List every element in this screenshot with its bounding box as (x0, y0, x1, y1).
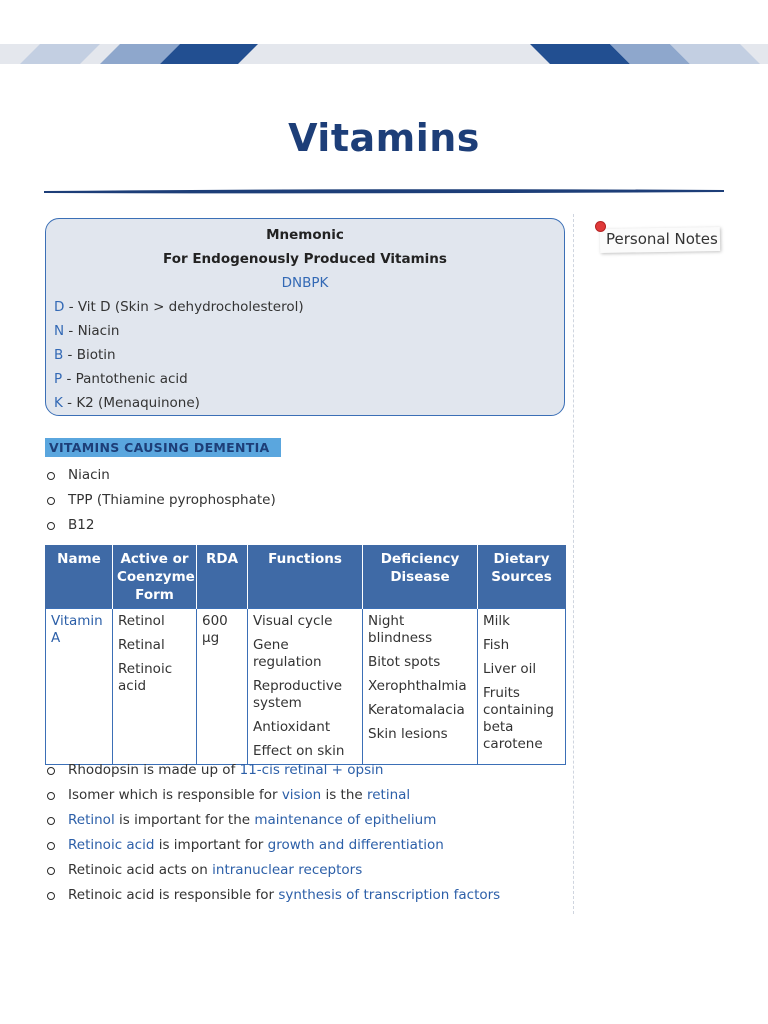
fact-highlight: maintenance of epithelium (254, 812, 437, 828)
column-header: Functions (248, 545, 363, 609)
mnemonic-code: DNBPK (281, 275, 329, 291)
dementia-item: TPP (Thiamine pyrophosphate) (68, 492, 276, 508)
mnemonic-item (54, 323, 119, 339)
function-item: Visual cycle (253, 613, 333, 629)
bullet-icon (47, 792, 55, 800)
bullet-icon (47, 497, 55, 505)
mnemonic-letter: K (54, 395, 63, 411)
mnemonic-item (54, 347, 116, 363)
deficiency-item: Skin lesions (368, 726, 448, 742)
dementia-item: B12 (68, 517, 95, 533)
mnemonic-subheading: For Endogenously Produced Vitamins (163, 251, 447, 267)
fact-item (68, 887, 500, 903)
source-item: Fruits containing beta carotene (483, 685, 554, 752)
vitamin-name: Vitamin A (51, 613, 103, 646)
mnemonic-item (54, 371, 188, 387)
cell-active-forms (113, 609, 197, 765)
fact-highlight: retinal (366, 787, 411, 803)
cell-name (46, 609, 113, 765)
rda-value: 600 µg (202, 613, 228, 646)
pin-icon (596, 222, 605, 231)
cell-sources (478, 609, 566, 765)
bullet-icon (47, 842, 55, 850)
bullet-icon (47, 867, 55, 875)
fact-text: Retinoic acid is responsible for (68, 887, 279, 903)
fact-text: Isomer which is responsible for (68, 787, 282, 803)
personal-notes-tag (596, 222, 722, 252)
source-item: Milk (483, 613, 510, 629)
mnemonic-letter: D (54, 299, 65, 315)
column-divider (573, 214, 574, 914)
cell-deficiency (363, 609, 478, 765)
function-item: Antioxidant (253, 719, 331, 735)
mnemonic-item (54, 299, 304, 315)
fact-item (68, 787, 410, 803)
fact-text: Retinoic acid acts on (68, 862, 213, 878)
column-header: Deficiency Disease (363, 545, 478, 609)
fact-text: is important for (154, 837, 268, 853)
fact-item (68, 862, 362, 878)
function-item: Gene regulation (253, 637, 322, 670)
fact-highlight: synthesis of transcription factors (278, 887, 501, 903)
fact-item (68, 812, 436, 828)
fact-highlight: 11-cis retinal + opsin (239, 762, 384, 778)
deficiency-item: Keratomalacia (368, 702, 465, 718)
fact-text: is important for the (114, 812, 255, 828)
fact-item (68, 762, 383, 778)
mnemonic-heading: Mnemonic (266, 227, 344, 243)
column-header: Name (46, 545, 113, 609)
table-row (46, 609, 566, 765)
header-stripes (0, 44, 768, 64)
fact-text: is the (321, 787, 367, 803)
source-item: Fish (483, 637, 510, 653)
cell-rda (197, 609, 248, 765)
fact-item (68, 837, 444, 853)
active-form: Retinoic acid (118, 661, 173, 694)
deficiency-item: Night blindness (368, 613, 433, 646)
title-underline (44, 186, 726, 196)
fact-highlight: Retinol (68, 812, 115, 828)
mnemonic-text: - K2 (Menaquinone) (62, 395, 200, 411)
mnemonic-letter: B (54, 347, 64, 363)
fact-highlight: vision (281, 787, 322, 803)
mnemonic-box (45, 218, 565, 416)
mnemonic-text: - Biotin (63, 347, 116, 363)
mnemonic-text: - Pantothenic acid (62, 371, 188, 387)
deficiency-item: Xerophthalmia (368, 678, 467, 694)
dementia-item: Niacin (68, 467, 110, 483)
function-item: Effect on skin (253, 743, 345, 759)
mnemonic-letter: P (54, 371, 63, 387)
mnemonic-item (54, 395, 200, 411)
active-form: Retinol (118, 613, 165, 629)
fact-highlight: intranuclear receptors (212, 862, 363, 878)
page-title: Vitamins (288, 116, 480, 160)
bullet-icon (47, 472, 55, 480)
mnemonic-letter: N (54, 323, 65, 339)
bullet-icon (47, 522, 55, 530)
fact-highlight: Retinoic acid (68, 837, 155, 853)
bullet-icon (47, 817, 55, 825)
mnemonic-text: - Niacin (64, 323, 120, 339)
column-header: Dietary Sources (478, 545, 566, 609)
table-header-row (46, 545, 566, 609)
mnemonic-text: - Vit D (Skin > dehydrocholesterol) (64, 299, 304, 315)
fact-text: Rhodopsin is made up of (68, 762, 240, 778)
fact-highlight: growth and differentiation (267, 837, 444, 853)
vitamin-table (45, 545, 566, 765)
function-item: Reproductive system (253, 678, 343, 711)
deficiency-item: Bitot spots (368, 654, 441, 670)
bullet-icon (47, 892, 55, 900)
section-heading-dementia: VITAMINS CAUSING DEMENTIA (45, 438, 281, 457)
active-form: Retinal (118, 637, 165, 653)
column-header: RDA (197, 545, 248, 609)
column-header: Active or Coenzyme Form (113, 545, 197, 609)
bullet-icon (47, 767, 55, 775)
personal-notes-label: Personal Notes (606, 230, 718, 248)
cell-functions (248, 609, 363, 765)
source-item: Liver oil (483, 661, 537, 677)
